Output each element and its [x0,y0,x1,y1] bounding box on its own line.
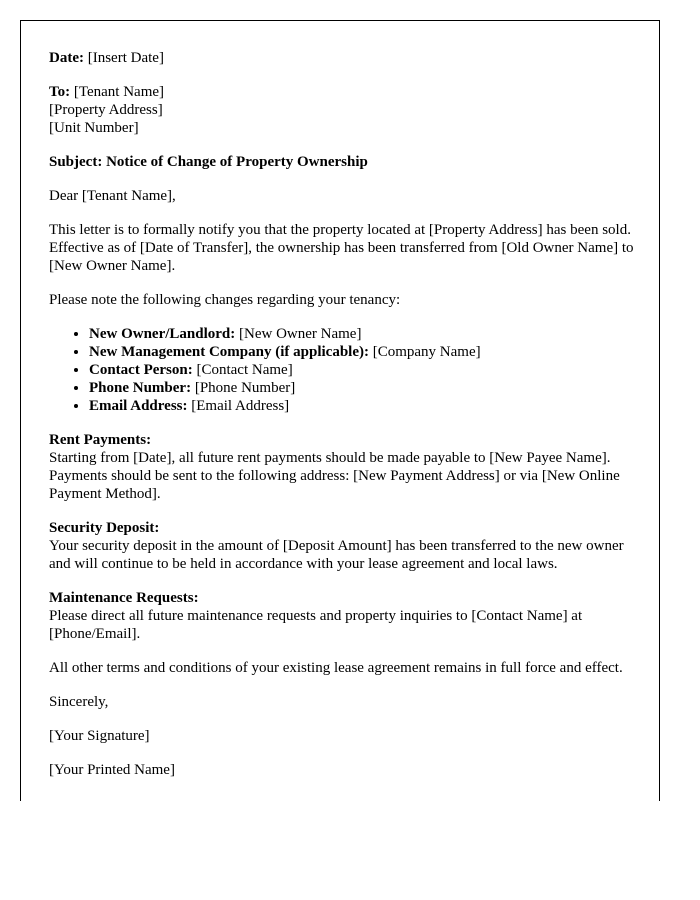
intro-paragraph: This letter is to formally notify you that the property located at [Property Address] has been sold. Effective as of [Date of Transfer], the ownership has been transferred from [Old Owner Name] to [New Owner Name]. [49,222,634,274]
to-label: To: [49,84,71,100]
list-item [89,325,634,343]
changes-list [49,325,634,415]
sign-off: Sincerely, [49,694,109,710]
tenant-name: [Tenant Name] [73,84,165,100]
closing-terms: All other terms and conditions of your existing lease agreement remains in full force and effect. [49,660,623,676]
deposit-heading: Security Deposit: [49,520,160,536]
rent-heading: Rent Payments: [49,432,152,448]
date-value: [Insert Date] [87,50,164,66]
list-item [89,397,634,415]
recipient-block [49,83,634,137]
rent-section [49,431,634,503]
subject-text: Subject: Notice of Change of Property Ownership [49,154,368,170]
recipient-name-line [49,83,634,101]
change-value: [Email Address] [191,398,290,414]
date-label: Date: [49,50,84,66]
letter-content [49,49,634,795]
maintenance-heading: Maintenance Requests: [49,590,199,606]
printed-name: [Your Printed Name] [49,762,175,778]
maintenance-text: Please direct all future maintenance requests and property inquiries to [Contact Name] at [Phone/Email]. [49,608,583,642]
rent-text: Starting from [Date], all future rent payments should be made payable to [New Payee Name]. Payments should be sent to the following address: [New Payment Address] or via [New Online Payment Method]. [49,450,620,502]
list-item [89,379,634,397]
change-value: [Company Name] [372,344,481,360]
property-address: [Property Address] [49,102,163,118]
date-line [49,49,634,67]
deposit-section [49,519,634,573]
change-label: Email Address: [89,398,188,414]
change-value: [New Owner Name] [239,326,362,342]
list-item [89,361,634,379]
change-label: Phone Number: [89,380,192,396]
change-value: [Phone Number] [194,380,296,396]
change-value: [Contact Name] [196,362,293,378]
unit-number: [Unit Number] [49,120,139,136]
change-label: New Owner/Landlord: [89,326,236,342]
deposit-text: Your security deposit in the amount of [Deposit Amount] has been transferred to the new owner and will continue to be held in accordance with your lease agreement and local laws. [49,538,624,572]
signature: [Your Signature] [49,728,150,744]
change-label: New Management Company (if applicable): [89,344,369,360]
change-label: Contact Person: [89,362,193,378]
subject-line [49,153,634,171]
maintenance-section [49,589,634,643]
list-item [89,343,634,361]
changes-intro: Please note the following changes regarding your tenancy: [49,292,401,308]
letter-page [20,20,660,801]
greeting: Dear [Tenant Name], [49,188,176,204]
